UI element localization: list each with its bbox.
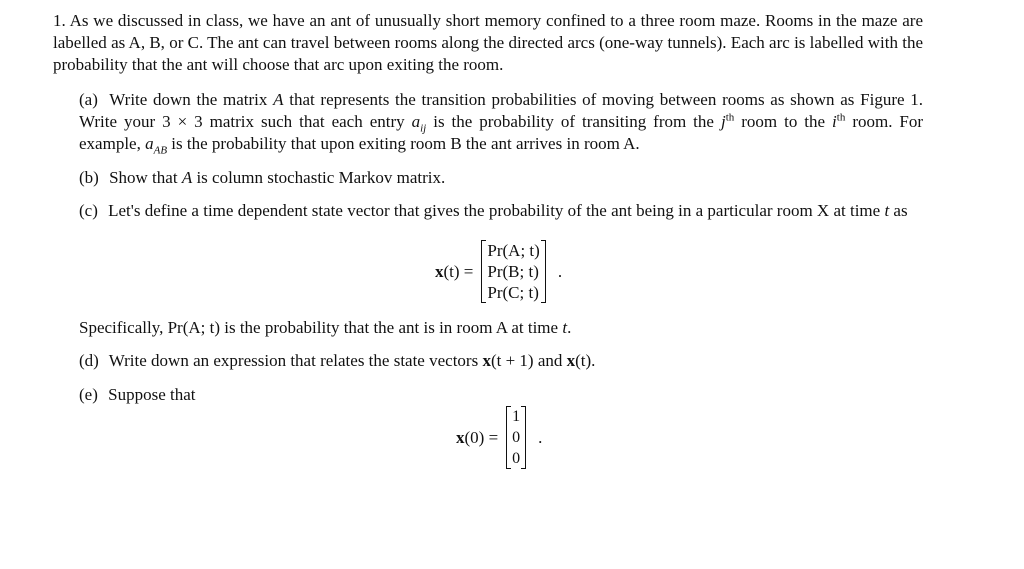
matrix-symbol: A bbox=[273, 90, 284, 109]
entry-ab-symbol: $a_{AB}$ bbox=[145, 134, 168, 157]
matrix-row: Pr(B; t) bbox=[487, 262, 539, 281]
part-a-text: Write down the matrix bbox=[109, 90, 268, 109]
part-a-text: room to the bbox=[741, 112, 826, 131]
vector-x: x bbox=[566, 351, 576, 370]
part-d-text: Write down an expression that relates the state vectors bbox=[108, 351, 479, 370]
state-vector-matrix bbox=[481, 240, 545, 303]
part-a-label: (a) bbox=[79, 90, 98, 109]
part-b-text: Show that bbox=[109, 168, 178, 187]
problem-intro bbox=[53, 10, 923, 76]
matrix-row: Pr(A; t) bbox=[487, 241, 540, 260]
matrix-row: Pr(C; t) bbox=[487, 283, 539, 302]
part-b-label: (b) bbox=[79, 168, 99, 187]
spec-text: Specifically, Pr(A; t) is the probability that the ant is in room A at time bbox=[79, 318, 559, 337]
part-c-text: as bbox=[893, 201, 908, 220]
matrix-row: 1 bbox=[512, 408, 521, 425]
time-symbol: t bbox=[562, 318, 568, 337]
matrix-symbol: A bbox=[181, 168, 193, 187]
part-a-text: is the probability that upon exiting room B the ant arrives in room A. bbox=[171, 134, 640, 153]
part-d-label: (d) bbox=[79, 351, 99, 370]
equation-period: . bbox=[557, 261, 563, 281]
part-d-text: (t). bbox=[575, 351, 596, 370]
part-a-text: room. For example, bbox=[79, 112, 924, 153]
entry-symbol: $a_{ij}$ bbox=[411, 112, 427, 135]
part-a bbox=[79, 89, 923, 155]
part-d-text: (t + 1) and bbox=[490, 351, 563, 370]
time-symbol: t bbox=[884, 201, 890, 220]
part-b bbox=[79, 167, 923, 189]
equation-period: . bbox=[538, 427, 543, 447]
part-b-text: is column stochastic Markov matrix. bbox=[196, 168, 446, 187]
intro-text: 1. As we discussed in class, we have an ant of unusually short memory confined to a three room maze. Rooms in the maze are labelled as A, B, or C. The ant can travel between rooms along the directed arcs (one-way tunnels). Each arc is labelled with the probability that the ant will choose that arc upon exiting the room. bbox=[53, 11, 923, 74]
part-e bbox=[79, 384, 923, 406]
vector-x: x bbox=[482, 351, 491, 370]
part-c-label: (c) bbox=[79, 201, 98, 220]
ith: $i^{th}$ bbox=[832, 111, 846, 131]
equation-lhs: x(t) = bbox=[435, 261, 474, 281]
equation-lhs: x(0) = bbox=[456, 427, 499, 447]
state-vector-equation bbox=[435, 240, 562, 303]
part-c-specifically bbox=[79, 317, 923, 339]
part-c-text: Let's define a time dependent state vector that gives the probability of the ant being in a particular room X at time bbox=[108, 201, 881, 220]
part-e-text: Suppose that bbox=[108, 385, 196, 404]
part-a-text: is the probability of transiting from the bbox=[433, 112, 714, 131]
part-e-label: (e) bbox=[79, 385, 98, 404]
matrix-row: 0 bbox=[512, 450, 521, 467]
spec-period: . bbox=[567, 318, 572, 337]
jth: $j^{th}$ bbox=[720, 111, 735, 131]
part-a-text: that represents the transition probabilities of moving between rooms as shown as Figure 1. Write your 3 × 3 matrix such that each entry bbox=[79, 90, 923, 131]
part-c bbox=[79, 200, 923, 222]
initial-state-equation bbox=[456, 406, 542, 469]
matrix-row: 0 bbox=[512, 429, 521, 446]
initial-vector-matrix bbox=[506, 406, 526, 469]
part-d bbox=[79, 350, 923, 372]
